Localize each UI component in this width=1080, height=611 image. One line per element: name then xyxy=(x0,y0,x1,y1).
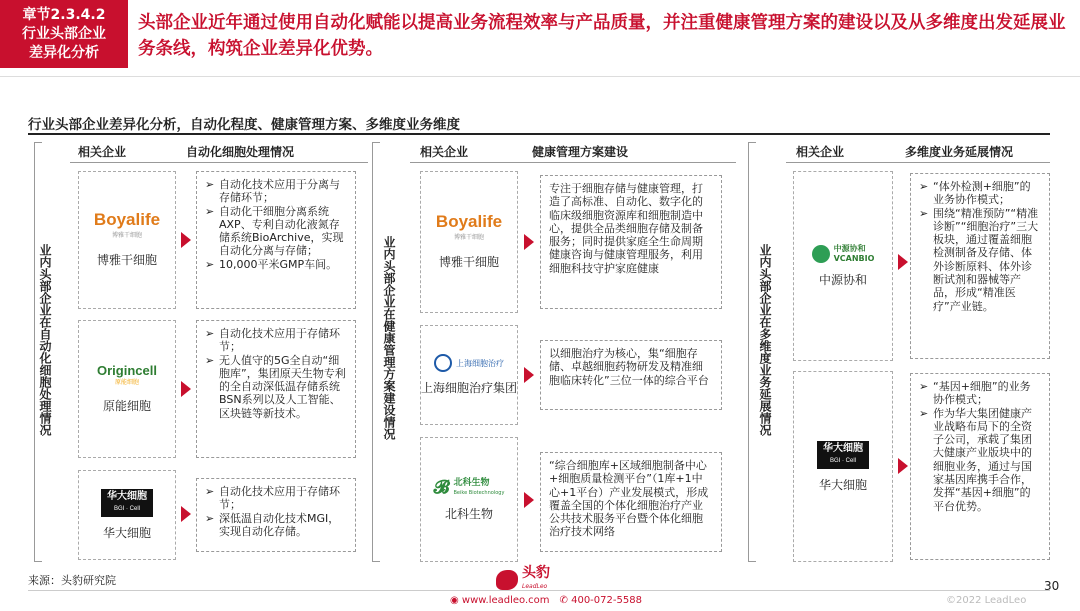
logo-text: Boyalife xyxy=(435,212,503,231)
bullet-item: ➢ 自动化技术应用于存储环节； xyxy=(205,485,340,512)
contact-info xyxy=(450,595,642,606)
panel2-side-label: 业内头部企业在健康管理方案建设情况 xyxy=(382,236,396,440)
company-name: 博雅干细胞 xyxy=(438,255,499,269)
bullet-item: ➢ “基因+细胞”的业务协作模式； xyxy=(919,380,1031,407)
bgi-logo xyxy=(101,489,153,517)
detail-box xyxy=(910,173,1050,359)
beike-logo xyxy=(434,478,505,498)
detail-text: 专注于细胞存储与健康管理，打造了高标准、自动化、数字化的临床级细胞资源库和细胞制造中心，提供全品类细胞存储及制备服务；同时提供家庭全生命周期健康咨询与健康管理服务，利用细胞科技守护家庭健康 xyxy=(549,182,703,275)
arrow-icon xyxy=(181,506,191,522)
logo-subtext: VCANBIO xyxy=(833,254,875,263)
figure-title: 行业头部企业差异化分析，自动化程度、健康管理方案、多维度业务维度 xyxy=(28,117,460,133)
company-card-boyalife xyxy=(78,171,176,309)
bullet-item: ➢ 作为华大集团健康产业战略布局下的全资子公司，承载了集团大健康产业版块中的细胞业务，通过与国家基因库携手合作，发挥“基因+细胞”的平台优势。 xyxy=(919,406,1032,513)
panel1-col-company: 相关企业 xyxy=(78,145,127,159)
logo-subtext: Beike Biotechnology xyxy=(453,489,505,496)
arrow-icon xyxy=(898,254,908,270)
panel1-col-detail: 自动化细胞处理情况 xyxy=(186,145,295,159)
arrow-icon xyxy=(181,232,191,248)
section-title-line1: 行业头部企业 xyxy=(22,25,106,42)
figure-title-rule xyxy=(28,133,1050,135)
panel2-bracket xyxy=(372,142,380,562)
panel1-head-rule xyxy=(70,162,368,163)
logo-text: 北科生物 xyxy=(453,477,490,488)
company-name: 博雅干细胞 xyxy=(96,253,157,267)
headline: 头部企业近年通过使用自动化赋能以提高业务流程效率与产品质量，并注重健康管理方案的建设以及从多维度出发延展业务条线，构筑企业差异化优势。 xyxy=(138,13,1066,59)
arrow-icon xyxy=(524,234,534,250)
vcanbio-logo-icon xyxy=(812,245,830,263)
detail-box xyxy=(910,373,1050,560)
brand-name-en: LeadLeo xyxy=(522,583,548,590)
section-number: 章节2.3.4.2 xyxy=(22,6,106,23)
arrow-icon xyxy=(181,381,191,397)
logo-subtext: 博雅干细胞 xyxy=(453,235,484,241)
bullet-item: ➢ “体外检测+细胞”的业务协作模式； xyxy=(919,180,1031,207)
detail-box xyxy=(196,171,356,309)
brand-name: 头豹 xyxy=(522,565,550,581)
bullet-item: ➢ 深低温自动化技术MGI，实现自动化存储。 xyxy=(205,511,340,538)
company-name: 原能细胞 xyxy=(102,399,151,413)
company-name: 华大细胞 xyxy=(818,477,867,492)
copyright: ©2022 LeadLeo xyxy=(946,595,1027,606)
company-card-bgi xyxy=(793,371,893,562)
detail-box xyxy=(540,452,722,552)
company-name: 上海细胞治疗集团 xyxy=(421,381,518,395)
logo-text: Boyalife xyxy=(93,210,161,229)
panel3-side-label: 业内头部企业在多维度业务延展情况 xyxy=(758,244,772,436)
detail-text: 以细胞治疗为核心，集“细胞存储、卓越细胞药物研发及精准细胞临床转化”三位一体的综合平台 xyxy=(549,347,709,387)
panel3-head-rule xyxy=(786,162,1050,163)
website-link[interactable]: ◉ www.leadleo.com xyxy=(450,595,550,606)
arrow-icon xyxy=(898,458,908,474)
company-card-origincell xyxy=(78,320,176,458)
company-name: 华大细胞 xyxy=(102,526,151,540)
bullet-item: ➢ 自动化干细胞分离系统AXP、专利自动化液氮存储系统BioArchive，实现自动化分离与存储； xyxy=(205,204,344,258)
leopard-icon xyxy=(496,570,518,590)
logo-subtext: BGI · Cell xyxy=(113,506,140,512)
section-title-line2: 差异化分析 xyxy=(29,44,99,61)
company-card-shanghai-cell xyxy=(420,325,518,425)
logo-subtext: 原能细胞 xyxy=(114,380,139,386)
footer-divider xyxy=(28,590,1050,591)
detail-text: “综合细胞库+区域细胞制备中心+细胞质量检测平台”（1库+1中心+1平台）产业发展模式，形成覆盖全国的个体化细胞治疗产业公共技术服务平台暨个体化细胞治疗技术网络 xyxy=(549,459,709,539)
logo-subtext: BGI · Cell xyxy=(829,457,856,464)
company-name: 北科生物 xyxy=(444,506,493,521)
company-card-beike xyxy=(420,437,518,562)
bgi-logo xyxy=(817,441,869,469)
logo-text: 华大细胞 xyxy=(107,491,147,502)
detail-box xyxy=(196,320,356,458)
bullet-item: ➢ 无人值守的5G全自动“细胞库”，集团原天生物专利的全自动深低温存储系统BSN系列以及人工智能、区块链等新技术。 xyxy=(205,353,346,420)
logo-text: 上海细胞治疗 xyxy=(456,358,504,368)
header-divider xyxy=(0,76,1080,77)
company-card-boyalife xyxy=(420,171,518,313)
panel1-side-label: 业内头部企业在自动化细胞处理情况 xyxy=(38,244,52,436)
panel3-col-company: 相关企业 xyxy=(796,145,845,159)
bullet-item: ➢ 10,000平米GMP车间。 xyxy=(205,257,338,271)
panel2-col-company: 相关企业 xyxy=(420,145,469,159)
logo-text: 中源协和 xyxy=(833,244,866,253)
logo-text: 华大细胞 xyxy=(823,442,863,454)
arrow-icon xyxy=(524,367,534,383)
bullet-item: ➢ 围绕“精准预防”“精准诊断”“细胞治疗”三大板块，通过覆盖细胞检测制备及存储、体外诊断原料、体外诊断试剂和器械等产品，形成“精准医疗”产业链。 xyxy=(919,206,1039,313)
vcanbio-logo xyxy=(812,244,875,264)
detail-box xyxy=(540,175,722,309)
origincell-logo xyxy=(97,364,157,390)
source-note: 来源：头豹研究院 xyxy=(28,574,116,587)
logo-text: Origincell xyxy=(97,363,157,378)
logo-subtext: 博雅干细胞 xyxy=(111,233,142,239)
detail-box xyxy=(196,478,356,552)
page-number: 30 xyxy=(1044,579,1060,593)
bullet-item: ➢ 自动化技术应用于分离与存储环节； xyxy=(205,178,340,205)
panel3-bracket xyxy=(748,142,756,562)
arrow-icon xyxy=(524,492,534,508)
boyalife-logo xyxy=(94,212,160,244)
company-card-vcanbio xyxy=(793,171,893,361)
section-badge xyxy=(0,0,128,68)
shanghai-cell-logo xyxy=(434,354,504,372)
beike-logo-icon: 𝓑 xyxy=(433,476,450,498)
panel2-head-rule xyxy=(410,162,736,163)
panel2-col-detail: 健康管理方案建设 xyxy=(532,145,629,159)
boyalife-logo xyxy=(436,214,502,246)
company-name: 中源协和 xyxy=(818,273,867,287)
phone-number: ✆ 400-072-5588 xyxy=(559,595,642,606)
bullet-item: ➢ 自动化技术应用于存储环节； xyxy=(205,327,340,354)
company-card-bgi xyxy=(78,470,176,560)
detail-box xyxy=(540,340,722,410)
panel3-col-detail: 多维度业务延展情况 xyxy=(905,145,1014,159)
shanghai-cell-logo-icon xyxy=(434,354,452,372)
